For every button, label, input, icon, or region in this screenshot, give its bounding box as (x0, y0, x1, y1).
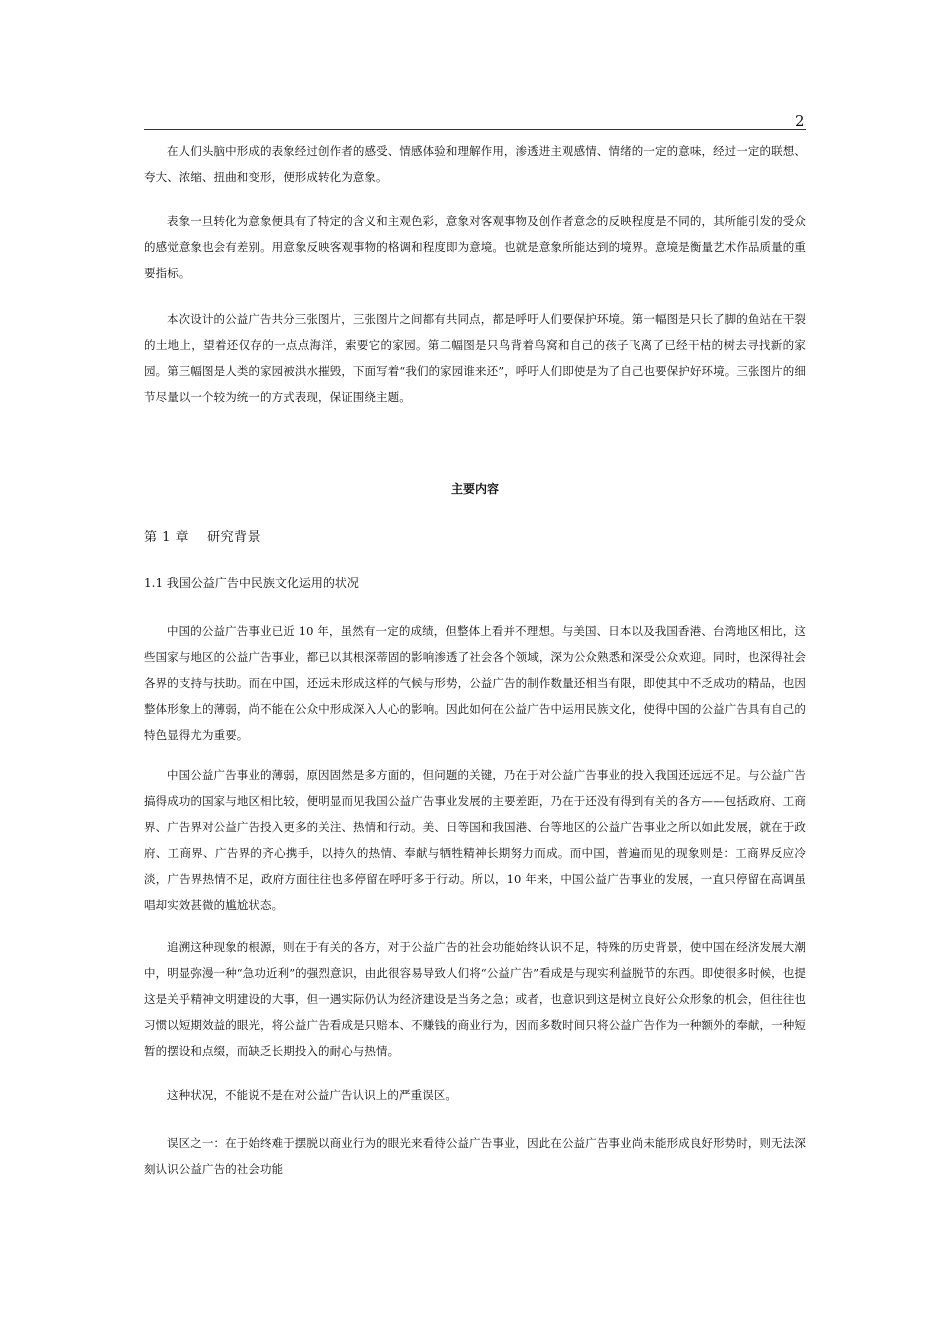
chapter-heading: 第 1 章 研究背景 (144, 530, 262, 545)
paragraph: 追溯这种现象的根源，则在于有关的各方，对于公益广告的社会功能始终认识不足，特殊的历史背景，使中国在经济发展大潮中，明显弥漫一种“急功近利”的强烈意识，由此很容易导致人们将“公益广告”看成是与现实利益脱节的东西。即使很多时候，也提这是关乎精神文明建设的大事，但一遇实际仍认为经济建设是当务之急；或者，也意识到这是树立良好公众形象的机会，但往往也习惯以短期效益的眼光，将公益广告看成是只赔本、不赚钱的商业行为，因而多数时间只将公益广告作为一种额外的奉献，一种短暂的摆设和点缀，而缺乏长期投入的耐心与热情。 (144, 940, 806, 1058)
subsection-heading: 1.1 我国公益广告中民族文化运用的状况 (144, 576, 359, 590)
paragraph: 中国公益广告事业的薄弱，原因固然是多方面的，但问题的关键，乃在于对公益广告事业的投入我国还远远不足。与公益广告搞得成功的国家与地区相比较，便明显而见我国公益广告事业发展的主要差距，乃在于还没有得到有关的各方——包括政府、工商界、广告界对公益广告投入更多的关注、热情和行动。美、日等国和我国港、台等地区的公益广告事业之所以如此发展，就在于政府、工商界、广告界的齐心携手，以持久的热情、奉献与牺牲精神长期努力而成。而中国，普遍而见的现象则是：工商界反应冷淡，广告界热情不足，政府方面往往也多停留在呼吁多于行动。所以，10 年来，中国公益广告事业的发展，一直只停留在高调虽唱却实效甚微的尴尬状态。 (144, 768, 806, 912)
paragraph: 中国的公益广告事业已近 10 年，虽然有一定的成绩，但整体上看并不理想。与美国、日本以及我国香港、台湾地区相比，这些国家与地区的公益广告事业，都已以其根深蒂固的影响渗透了社会各个领域，深为公众熟悉和深受公众欢迎。同时，也深得社会各界的支持与扶助。而在中国，还远未形成这样的气候与形势，公益广告的制作数量还相当有限，即使其中不乏成功的精品，也因整体形象上的薄弱，尚不能在公众中形成深入人心的影响。因此如何在公益广告中运用民族文化，使得中国的公益广告具有自己的特色显得尤为重要。 (144, 624, 806, 742)
paragraph: 本次设计的公益广告共分三张图片，三张图片之间都有共同点，都是呼吁人们要保护环境。第一幅图是只长了脚的鱼站在干裂的土地上，望着还仅存的一点点海洋，索要它的家园。第二幅图是只鸟背着鸟窝和自己的孩子飞离了已经干枯的树去寻找新的家园。第三幅图是人类的家园被洪水摧毁，下面写着“我们的家园谁来还”，呼吁人们即使是为了自己也要保护好环境。三张图片的细节尽量以一个较为统一的方式表现，保证围绕主题。 (144, 312, 806, 404)
paragraph: 这种状况，不能说不是在对公益广告认识上的严重误区。 (167, 1088, 457, 1102)
paragraph: 在人们头脑中形成的表象经过创作者的感受、情感体验和理解作用，渗透进主观感情、情绪的一定的意味，经过一定的联想、夸大、浓缩、扭曲和变形，便形成转化为意象。 (144, 144, 806, 184)
page-number: 2 (795, 112, 805, 130)
header-rule (144, 129, 806, 130)
paragraph: 误区之一：在于始终难于摆脱以商业行为的眼光来看待公益广告事业，因此在公益广告事业尚未能形成良好形势时，则无法深刻认识公益广告的社会功能 (144, 1136, 806, 1176)
paragraph: 表象一旦转化为意象便具有了特定的含义和主观色彩，意象对客观事物及创作者意念的反映程度是不同的，其所能引发的受众的感觉意象也会有差别。用意象反映客观事物的格调和程度即为意境。也就是意象所能达到的境界。意境是衡量艺术作品质量的重要指标。 (144, 214, 806, 280)
section-title: 主要内容 (450, 482, 499, 496)
